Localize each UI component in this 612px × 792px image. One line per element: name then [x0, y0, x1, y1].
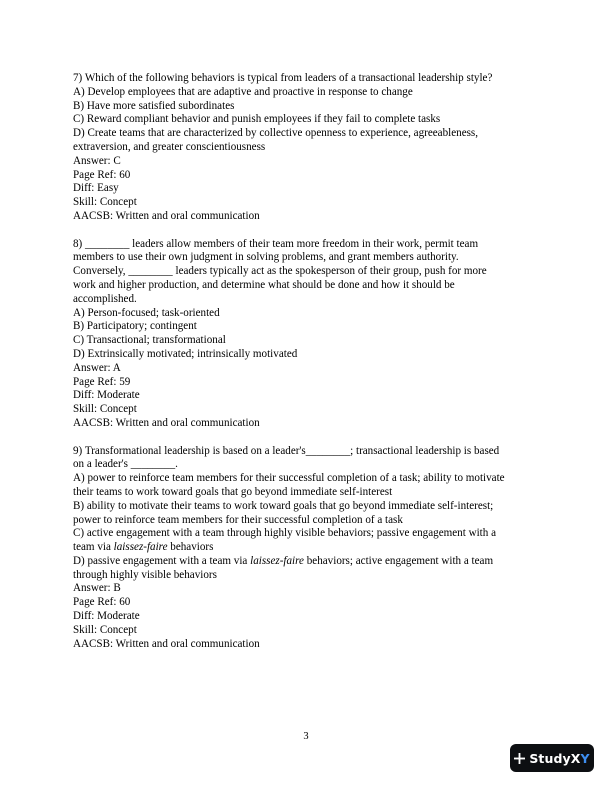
badge-text-accent: Y [580, 750, 590, 766]
badge-text: StudyX [529, 750, 581, 766]
studyx-badge[interactable] [510, 744, 594, 772]
question-9 [73, 445, 543, 652]
question-text: 9) Transformational leadership is based on a leader's________; transactional leadership is based [73, 444, 500, 457]
question-text: 8) ________ leaders allow members of their team more freedom in their work, permit team [73, 237, 479, 250]
question-text-line-2: members to use their own judgment in solving problems, and grant members authority. [73, 251, 459, 264]
page-ref: Page Ref: 60 [73, 168, 131, 181]
question-text-line-2: on a leader's ________. [73, 458, 178, 471]
option-d-italic-term: laissez-faire [250, 554, 304, 567]
option-d: D) Extrinsically motivated; intrinsically motivated [73, 347, 298, 360]
option-b-continued: power to reinforce team members for their successful completion of a task [73, 513, 403, 526]
question-text-line-3: Conversely, ________ leaders typically act as the spokesperson of their group, push for more [73, 265, 487, 278]
page-ref: Page Ref: 60 [73, 596, 131, 609]
option-a: A) Person-focused; task-oriented [73, 306, 220, 319]
page-number: 3 [303, 731, 309, 742]
option-c: C) Transactional; transformational [73, 334, 226, 347]
option-b: B) ability to motivate their teams to work toward goals that go beyond immediate self-interest; [73, 499, 494, 512]
option-a: A) power to reinforce team members for their successful completion of a task; ability to motivate [73, 472, 505, 485]
answer: Answer: C [73, 154, 121, 167]
aacsb: AACSB: Written and oral communication [73, 209, 260, 222]
option-a: A) Develop employees that are adaptive and proactive in response to change [73, 85, 413, 98]
question-text-line-4: work and higher production, and determine what should be done and how it should be [73, 278, 455, 291]
question-text: 7) Which of the following behaviors is typical from leaders of a transactional leadership style? [73, 72, 493, 84]
option-c: C) active engagement with a team through highly visible behaviors; passive engagement with a [73, 527, 496, 540]
difficulty: Diff: Moderate [73, 389, 140, 402]
option-c-italic-term: laissez-faire [113, 541, 168, 554]
skill: Skill: Concept [73, 403, 137, 416]
question-list [73, 72, 543, 665]
option-c-text: team via [73, 541, 114, 554]
difficulty: Diff: Easy [73, 182, 119, 195]
answer: Answer: A [73, 361, 121, 374]
plus-icon [514, 753, 525, 764]
aacsb: AACSB: Written and oral communication [73, 637, 260, 650]
option-d-tail: behaviors; active engagement with a team [303, 554, 494, 567]
answer: Answer: B [73, 582, 121, 595]
question-7 [73, 72, 543, 224]
option-c-continued [73, 541, 543, 555]
difficulty: Diff: Moderate [73, 610, 140, 623]
option-c-tail: behaviors [167, 541, 214, 554]
question-8 [73, 238, 543, 431]
option-d-continued: extraversion, and greater conscientiousness [73, 140, 266, 153]
question-text-line-5: accomplished. [73, 292, 137, 305]
option-d [73, 555, 543, 569]
option-c: C) Reward compliant behavior and punish employees if they fail to complete tasks [73, 113, 441, 126]
skill: Skill: Concept [73, 196, 137, 209]
skill: Skill: Concept [73, 623, 137, 636]
option-b: B) Have more satisfied subordinates [73, 99, 235, 112]
option-b: B) Participatory; contingent [73, 320, 197, 333]
option-d-text: D) passive engagement with a team via [73, 554, 251, 567]
option-a-continued: their teams to work toward goals that go beyond immediate self-interest [73, 485, 393, 498]
aacsb: AACSB: Written and oral communication [73, 416, 260, 429]
option-d: D) Create teams that are characterized by collective openness to experience, agreeableness, [73, 127, 479, 140]
page-ref: Page Ref: 59 [73, 375, 131, 388]
option-d-continued: through highly visible behaviors [73, 568, 217, 581]
